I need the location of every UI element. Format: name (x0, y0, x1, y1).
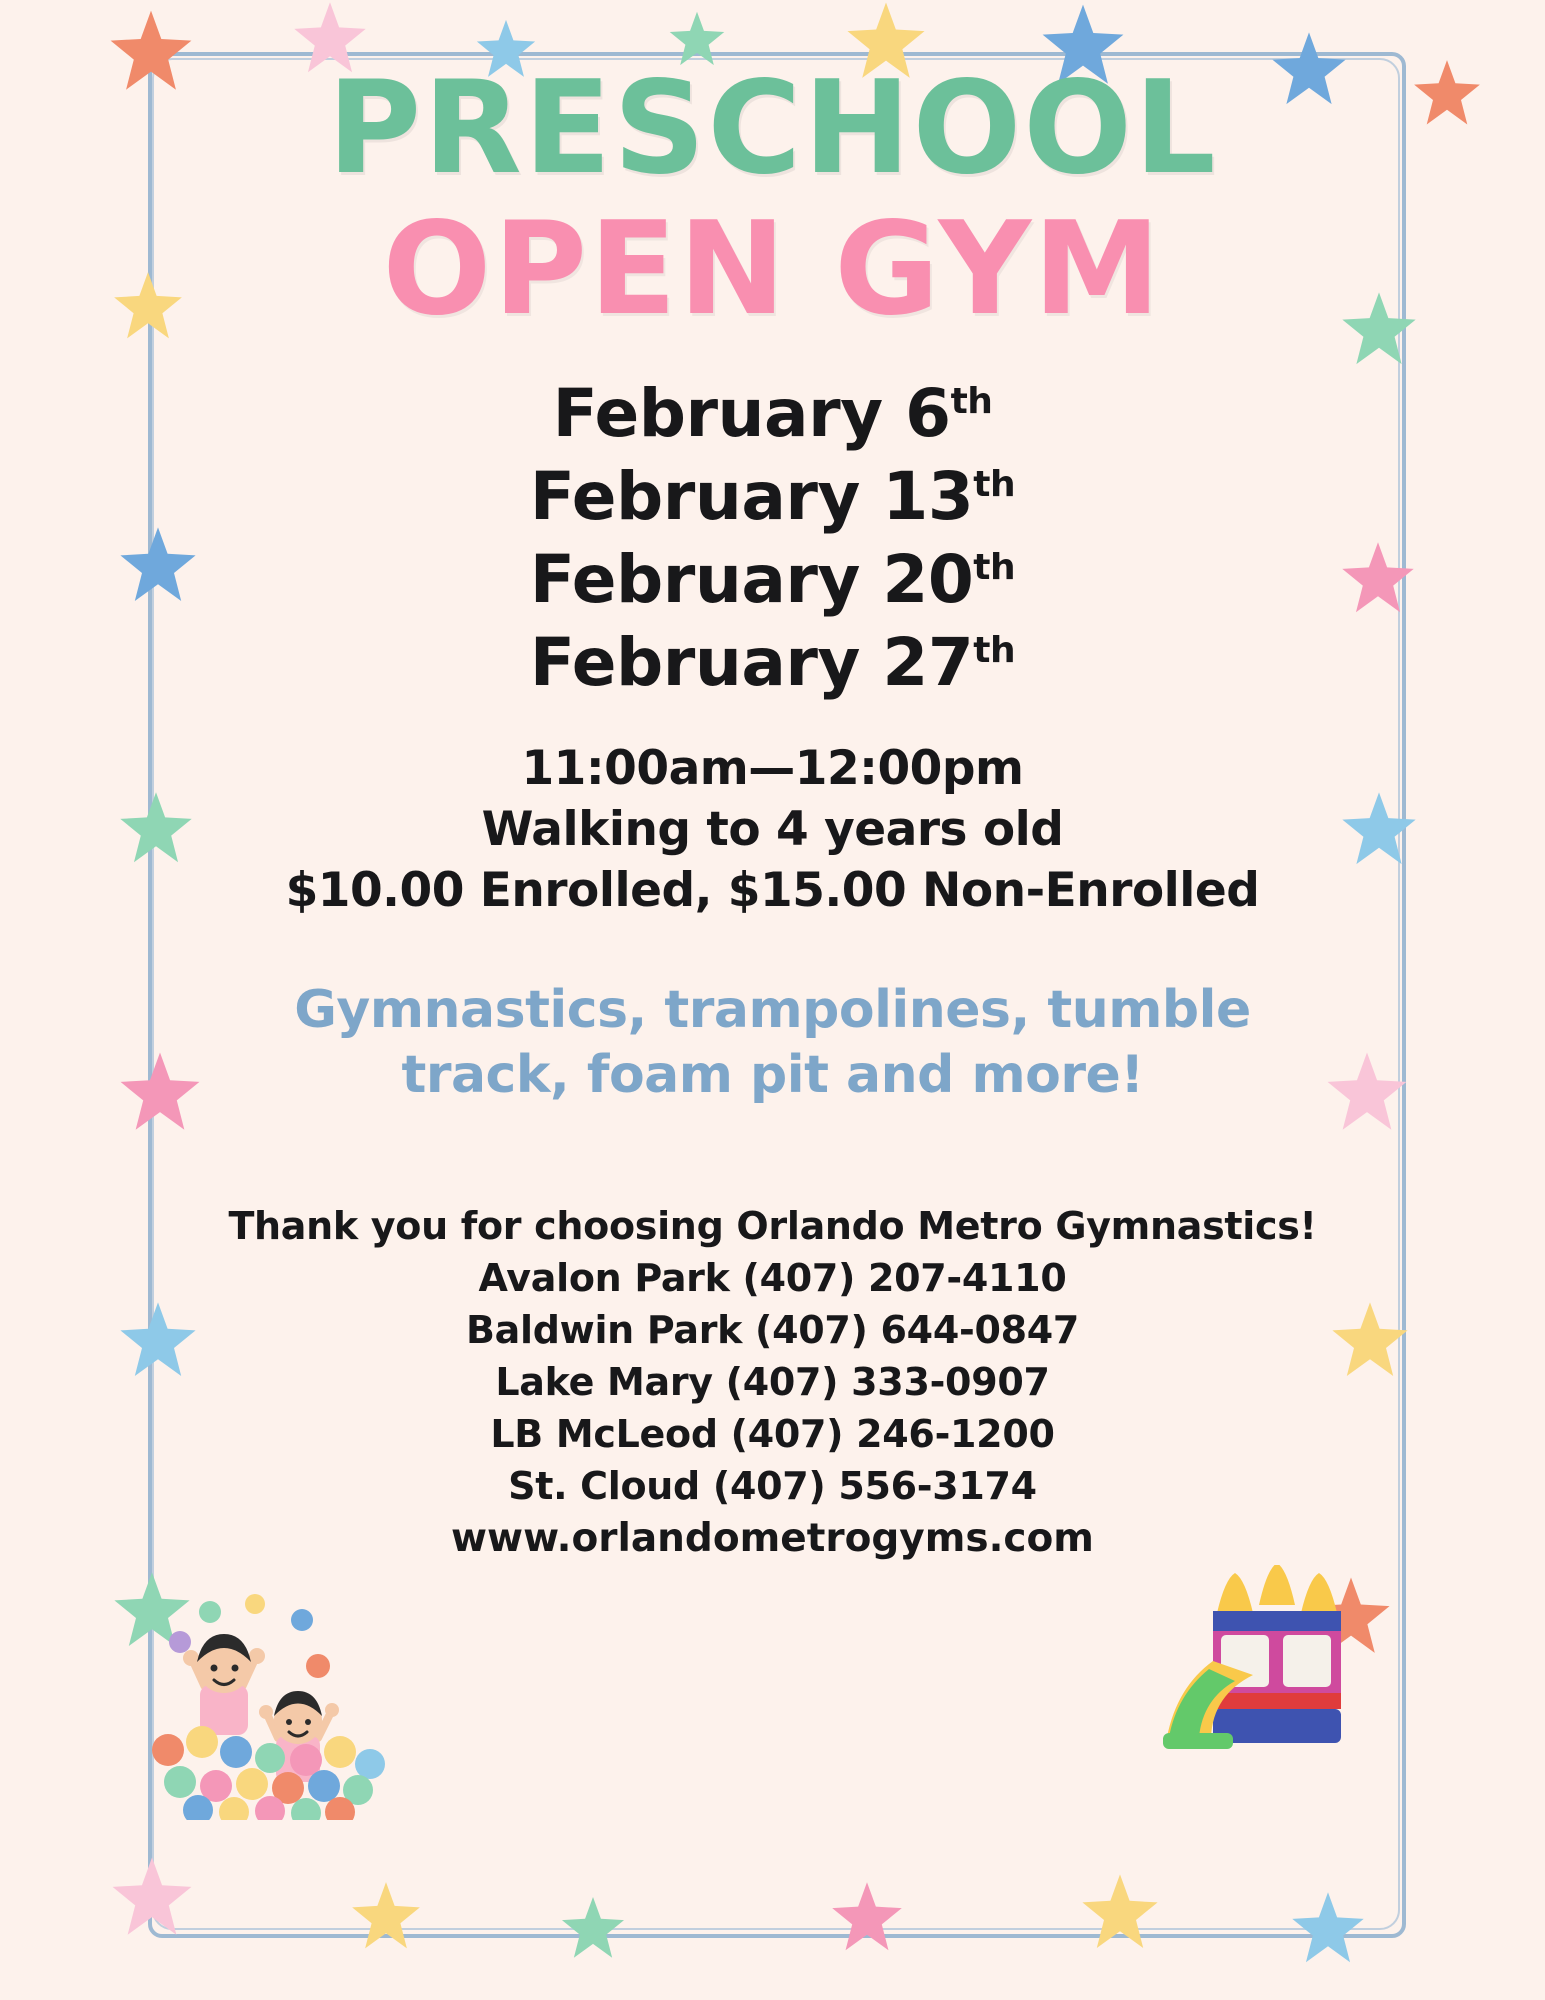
date-suffix: th (973, 546, 1016, 588)
footer-block (0, 1200, 1545, 1566)
date-suffix: th (950, 380, 993, 422)
location-avalon-park: Avalon Park (407) 207-4110 (478, 1255, 1067, 1300)
ball-pit-kids-icon (150, 1590, 400, 1820)
date-suffix: th (973, 630, 1016, 672)
star-icon (1290, 1890, 1366, 1966)
page-title-line-2: OPEN GYM (382, 195, 1163, 345)
detail-time: 11:00am—12:00pm (521, 741, 1024, 797)
date-day: 6 (905, 374, 951, 452)
date-month: February (529, 624, 883, 702)
date-item (0, 621, 1545, 704)
date-day: 27 (882, 624, 974, 702)
date-item (0, 455, 1545, 538)
location-st-cloud: St. Cloud (407) 556-3174 (508, 1463, 1037, 1508)
date-suffix: th (973, 463, 1016, 505)
location-baldwin-park: Baldwin Park (407) 644-0847 (466, 1307, 1079, 1352)
star-icon (1080, 1872, 1160, 1952)
star-icon (560, 1895, 626, 1961)
date-day: 20 (882, 540, 974, 618)
website-link[interactable]: www.orlandometrogyms.com (451, 1515, 1094, 1561)
location-lb-mcleod: LB McLeod (407) 246-1200 (490, 1411, 1055, 1456)
date-item (0, 372, 1545, 455)
detail-age-range: Walking to 4 years old (481, 802, 1064, 858)
detail-pricing: $10.00 Enrolled, $15.00 Non-Enrolled (285, 863, 1260, 919)
page-title-line-1: PRESCHOOL (327, 54, 1218, 203)
bounce-house-icon (1155, 1565, 1385, 1765)
star-icon (830, 1880, 904, 1954)
date-month: February (529, 457, 883, 535)
date-month: February (529, 540, 883, 618)
activities-text: Gymnastics, trampolines, tumble track, foam pit and more! (294, 979, 1251, 1105)
location-lake-mary: Lake Mary (407) 333-0907 (495, 1359, 1050, 1404)
event-details (0, 738, 1545, 921)
date-item (0, 538, 1545, 621)
date-day: 13 (882, 457, 974, 535)
dates-list (0, 372, 1545, 705)
date-month: February (552, 374, 906, 452)
footer-thanks: Thank you for choosing Orlando Metro Gymnastics! (228, 1203, 1317, 1248)
star-icon (110, 1855, 194, 1939)
star-icon (350, 1880, 422, 1952)
